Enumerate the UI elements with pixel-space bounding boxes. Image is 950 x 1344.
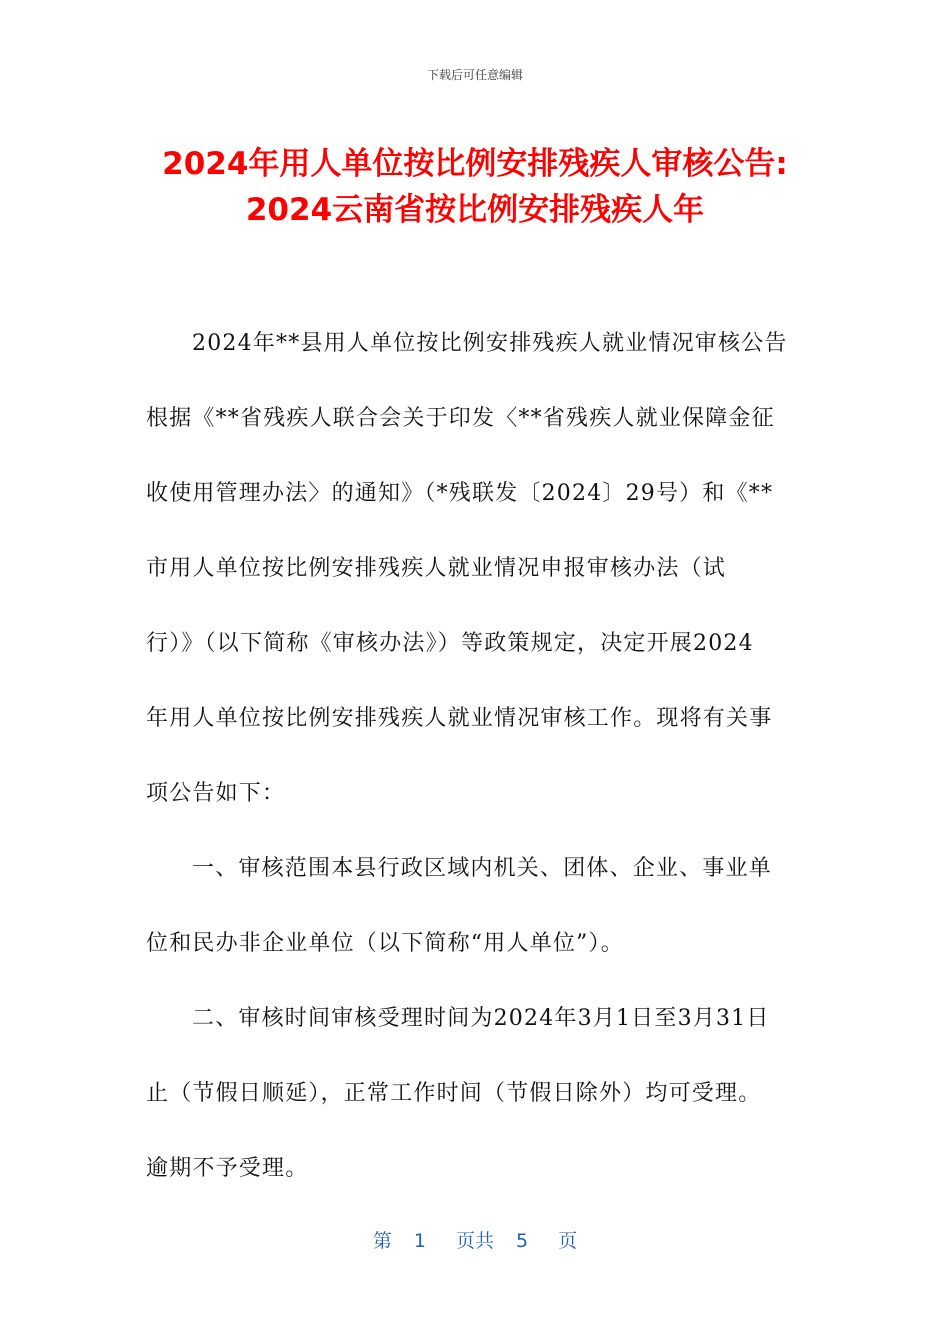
paragraph-line: 市用人单位按比例安排残疾人就业情况申报审核办法（试	[146, 556, 727, 581]
paragraph-line: 一、审核范围本县行政区域内机关、团体、企业、事业单	[192, 856, 773, 881]
paragraph-line: 收使用管理办法〉的通知》（*残联发〔2024〕29号）和《**	[146, 481, 774, 506]
title-line-2: 2024云南省按比例安排残疾人年	[245, 192, 705, 228]
paragraph-line: 根据《**省残疾人联合会关于印发〈**省残疾人就业保障金征	[146, 406, 775, 431]
page-footer	[0, 1226, 950, 1253]
body-text	[146, 306, 806, 1206]
paragraph-line: 位和民办非企业单位（以下简称“用人单位”）。	[146, 931, 624, 956]
header-note: 下载后可任意编辑	[426, 68, 523, 82]
page-label-suffix: 页	[558, 1230, 578, 1252]
document-title	[80, 141, 870, 233]
page-label-mid: 页共	[455, 1230, 494, 1252]
paragraph-line: 行）》（以下简称《审核办法》）等政策规定，决定开展2024	[146, 631, 754, 656]
paragraph-line: 逾期不予受理。	[146, 1156, 309, 1181]
paragraph-line: 止（节假日顺延），正常工作时间（节假日除外）均可受理。	[146, 1081, 762, 1106]
paragraph-line: 2024年**县用人单位按比例安排残疾人就业情况审核公告	[192, 331, 788, 356]
title-line-1: 2024年用人单位按比例安排残疾人审核公告:	[162, 146, 788, 182]
current-page-number: 1	[413, 1230, 426, 1252]
paragraph-line: 项公告如下：	[146, 781, 286, 806]
page-label-prefix: 第	[372, 1230, 392, 1252]
paragraph-line: 年用人单位按比例安排残疾人就业情况审核工作。现将有关事	[146, 706, 773, 731]
total-pages-number: 5	[516, 1230, 529, 1252]
paragraph-line: 二、审核时间审核受理时间为2024年3月1日至3月31日	[192, 1006, 770, 1031]
